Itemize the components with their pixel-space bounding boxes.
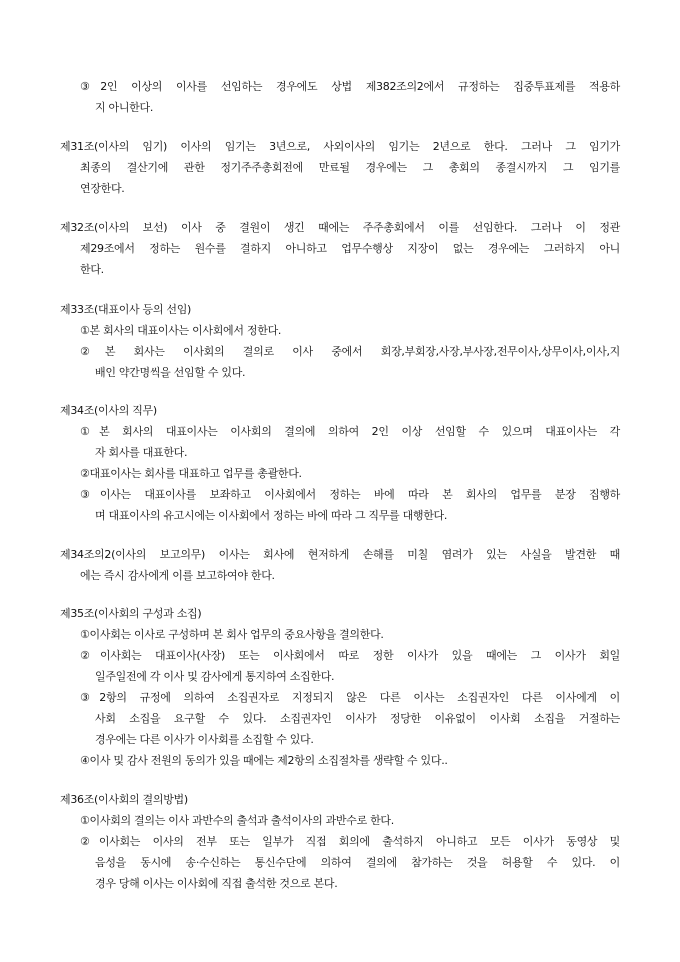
article32-line1: 제32조(이사의 보선) 이사 중 결원이 생긴 때에는 주주총회에서 이를 선임한다. 그러나 이 정관 xyxy=(60,221,620,234)
article30-item3-line1: ③2인 이상의 이사를 선임하는 경우에도 상법 제382조의2에서 규정하는 집중투표제를 적용하 xyxy=(80,80,620,93)
article33-title: 제33조(대표이사 등의 선임) xyxy=(60,303,192,316)
article34-item1-line2: 자 회사를 대표한다. xyxy=(95,446,188,459)
article35-item4: ④이사 및 감사 전원의 동의가 있을 때에는 제2항의 소집절차를 생략할 수 있다.. xyxy=(80,754,448,767)
article36-item2-line2: 음성을 동시에 송·수신하는 통신수단에 의하여 결의에 참가하는 것을 허용할 수 있다. 이 xyxy=(95,856,620,869)
article34-2-line2: 에는 즉시 감사에게 이를 보고하여야 한다. xyxy=(80,569,275,582)
article32-line3: 한다. xyxy=(80,263,104,276)
article35-item3-line2: 사회 소집을 요구할 수 있다. 소집권자인 이사가 정당한 이유없이 이사회 소집을 거절하는 xyxy=(95,712,620,725)
article31-line1: 제31조(이사의 임기) 이사의 임기는 3년으로, 사외이사의 임기는 2년으로 한다. 그러나 그 임기가 xyxy=(60,140,620,153)
article35-item3-line3: 경우에는 다른 이사가 이사회를 소집할 수 있다. xyxy=(95,733,314,746)
article31-line3: 연장한다. xyxy=(80,182,125,195)
article34-item3-line2: 며 대표이사의 유고시에는 이사회에서 정하는 바에 따라 그 직무를 대행한다. xyxy=(95,509,448,522)
article32-line2: 제29조에서 정하는 원수를 결하지 아니하고 업무수행상 지장이 없는 경우에는 그러하지 아니 xyxy=(80,242,620,255)
article35-item2-line2: 일주일전에 각 이사 및 감사에게 통지하여 소집한다. xyxy=(95,670,335,683)
article36-item1: ①이사회의 결의는 이사 과반수의 출석과 출석이사의 과반수로 한다. xyxy=(80,814,394,827)
article30-item3-line2: 지 아니한다. xyxy=(95,101,154,114)
article34-2-line1: 제34조의2(이사의 보고의무) 이사는 회사에 현저하게 손해를 미칠 염려가 있는 사실을 발견한 때 xyxy=(60,548,620,561)
article35-item2-line1: ②이사회는 대표이사(사장) 또는 이사회에서 따로 정한 이사가 있을 때에는 그 이사가 회일 xyxy=(80,649,620,662)
article36-item2-line3: 경우 당해 이사는 이사회에 직접 출석한 것으로 본다. xyxy=(95,877,338,890)
article33-item1: ①본 회사의 대표이사는 이사회에서 정한다. xyxy=(80,324,282,337)
article36-title: 제36조(이사회의 결의방법) xyxy=(60,793,188,806)
article31-line2: 최종의 결산기에 관한 정기주주총회전에 만료될 경우에는 그 총회의 종결시까지 그 임기를 xyxy=(80,161,620,174)
article36-item2-line1: ②이사회는 이사의 전부 또는 일부가 직접 회의에 출석하지 아니하고 모든 이사가 동영상 및 xyxy=(80,835,620,848)
article35-title: 제35조(이사회의 구성과 소집) xyxy=(60,607,202,620)
article35-item1: ①이사회는 이사로 구성하며 본 회사 업무의 중요사항을 결의한다. xyxy=(80,628,384,641)
article35-item3-line1: ③2항의 규정에 의하여 소집권자로 지정되지 않은 다른 이사는 소집권자인 다른 이사에게 이 xyxy=(80,691,620,704)
article33-item2-line2: 배인 약간명씩을 선임할 수 있다. xyxy=(95,366,246,379)
article34-title: 제34조(이사의 직무) xyxy=(60,404,157,417)
article33-item2-line1: ②본 회사는 이사회의 결의로 이사 중에서 회장,부회장,사장,부사장,전무이사,상무이사,이사,지 xyxy=(80,345,620,358)
article34-item1-line1: ①본 회사의 대표이사는 이사회의 결의에 의하여 2인 이상 선임할 수 있으며 대표이사는 각 xyxy=(80,425,620,438)
article34-item2: ②대표이사는 회사를 대표하고 업무를 총괄한다. xyxy=(80,467,302,480)
article34-item3-line1: ③이사는 대표이사를 보좌하고 이사회에서 정하는 바에 따라 본 회사의 업무를 분장 집행하 xyxy=(80,488,620,501)
